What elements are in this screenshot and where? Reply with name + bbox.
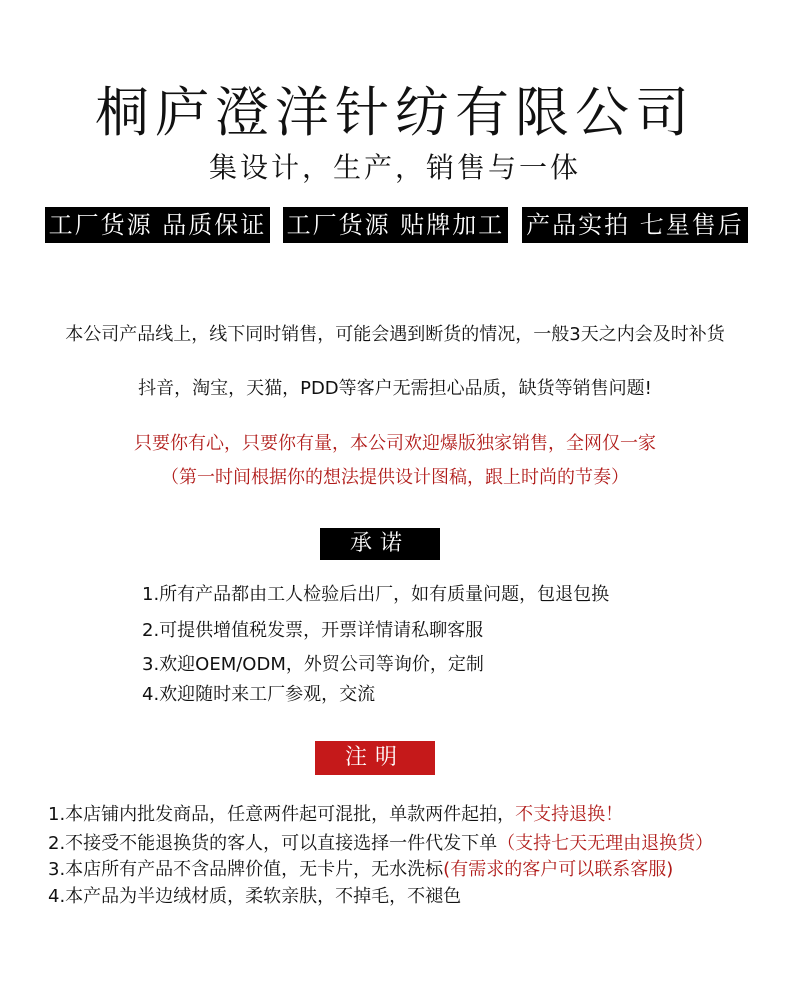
notice-item-text: 1.本店铺内批发商品，任意两件起可混批，单款两件起拍， [48, 804, 516, 825]
promise-item: 4.欢迎随时来工厂参观，交流 [142, 684, 376, 705]
promise-heading: 承诺 [320, 528, 440, 560]
notice-item-highlight: 不支持退换！ [515, 804, 624, 825]
badge-factory-quality: 工厂货源 品质保证 [45, 207, 270, 243]
notice-item [48, 855, 673, 881]
notice-item-text: 3.本店所有产品不含品牌价值，无卡片，无水洗标 [48, 859, 444, 880]
intro-line-exclusive: 只要你有心，只要你有量，本公司欢迎爆版独家销售，全网仅一家 [134, 433, 656, 454]
company-name: 桐庐澄洋针纺有限公司 [95, 81, 695, 144]
intro-line-restock: 本公司产品线上，线下同时销售，可能会遇到断货的情况，一般3天之内会及时补货 [65, 324, 725, 345]
intro-line-platforms: 抖音，淘宝，天猫，PDD等客户无需担心品质，缺货等销售问题! [138, 378, 652, 399]
promise-item: 1.所有产品都由工人检验后出厂，如有质量问题，包退包换 [142, 584, 610, 605]
notice-item-highlight: (有需求的客户可以联系客服) [443, 859, 674, 880]
notice-item [48, 829, 713, 855]
notice-item [48, 800, 623, 826]
promise-item: 2.可提供增值税发票，开票详情请私聊客服 [142, 620, 484, 641]
notice-item-highlight: （支持七天无理由退换货） [497, 833, 714, 854]
notice-item-text: 4.本产品为半边绒材质，柔软亲肤，不掉毛，不褪色 [48, 886, 462, 907]
notice-item [48, 882, 461, 908]
notice-item-text: 2.不接受不能退换货的客人，可以直接选择一件代发下单 [48, 833, 498, 854]
notice-heading: 注明 [315, 741, 435, 775]
badge-factory-oem: 工厂货源 贴牌加工 [283, 207, 508, 243]
promise-item: 3.欢迎OEM/ODM，外贸公司等询价，定制 [142, 654, 484, 675]
tagline: 集设计，生产，销售与一体 [208, 151, 581, 184]
badge-photos-service: 产品实拍 七星售后 [522, 207, 748, 243]
intro-line-design: （第一时间根据你的想法提供设计图稿，跟上时尚的节奏） [161, 467, 629, 488]
